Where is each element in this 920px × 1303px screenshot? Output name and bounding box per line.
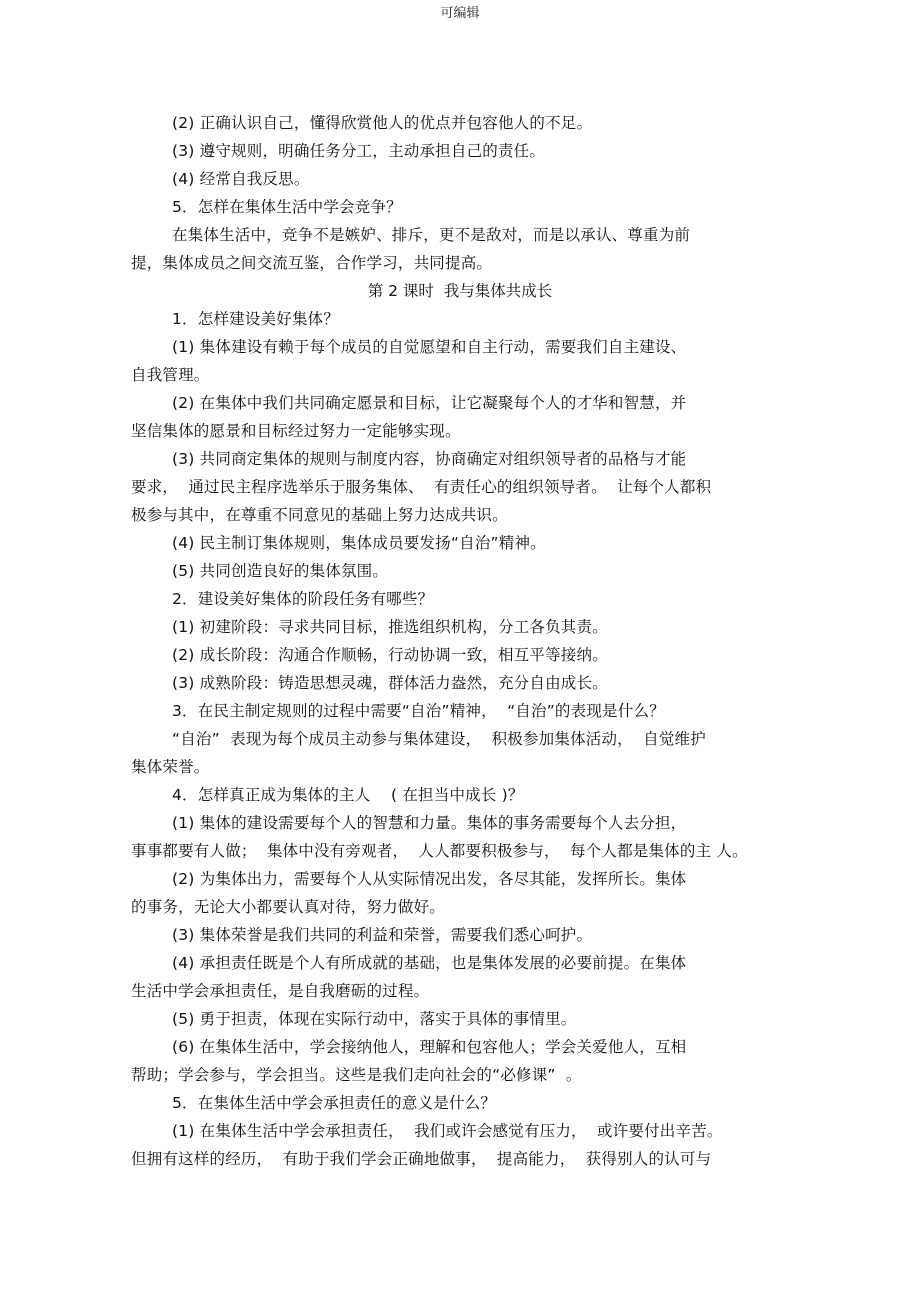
text-line: (3) 遵守规则，明确任务分工，主动承担自己的责任。 (172, 142, 546, 160)
text-line: (2) 正确认识自己，懂得欣赏他人的优点并包容他人的不足。 (172, 114, 593, 132)
text-line: (1) 初建阶段：寻求共同目标，推选组织机构，分工各负其责。 (172, 618, 608, 636)
question-heading: 4．怎样真正成为集体的主人 ( 在担当中成长 )？ (172, 786, 524, 804)
text-line: 坚信集体的愿景和目标经过努力一定能够实现。 (131, 422, 461, 440)
text-line: (4) 民主制订集体规则，集体成员要发扬“自治”精神。 (172, 534, 546, 552)
text-line: (2) 成长阶段：沟通合作顺畅，行动协调一致，相互平等接纳。 (172, 646, 608, 664)
question-heading: 1．怎样建设美好集体？ (172, 310, 340, 328)
text-line: (6) 在集体生活中，学会接纳他人，理解和包容他人；学会关爱他人，互相 (172, 1038, 687, 1056)
text-line: (2) 在集体中我们共同确定愿景和目标，让它凝聚每个人的才华和智慧，并 (172, 394, 687, 412)
text-line: (3) 成熟阶段：铸造思想灵魂，群体活力盎然，充分自由成长。 (172, 674, 608, 692)
text-line: (1) 在集体生活中学会承担责任， 我们或许会感觉有压力， 或许要付出辛苦。 (172, 1122, 723, 1140)
text-line: (2) 为集体出力，需要每个人从实际情况出发，各尽其能，发挥所长。集体 (172, 870, 687, 888)
text-line: (4) 经常自我反思。 (172, 170, 310, 188)
question-heading: 3．在民主制定规则的过程中需要“自治”精神， “自治”的表现是什么？ (172, 702, 665, 720)
text-line: 生活中学会承担责任，是自我磨砺的过程。 (131, 982, 430, 1000)
text-line: (3) 集体荣誉是我们共同的利益和荣誉，需要我们悉心呵护。 (172, 926, 593, 944)
lesson-title: 第 2 课时 我与集体共成长 (367, 282, 553, 300)
text-line: 帮助；学会参与，学会担当。这些是我们走向社会的“必修课” 。 (131, 1066, 582, 1084)
text-line: (3) 共同商定集体的规则与制度内容，协商确定对组织领导者的品格与才能 (172, 450, 687, 468)
text-line: 自我管理。 (131, 366, 210, 384)
text-line: 极参与其中，在尊重不同意见的基础上努力达成共识。 (131, 506, 508, 524)
page-header-label: 可编辑 (440, 6, 480, 21)
text-line: (5) 勇于担责，体现在实际行动中，落实于具体的事情里。 (172, 1010, 577, 1028)
text-line: 但拥有这样的经历， 有助于我们学会正确地做事， 提高能力， 获得别人的认可与 (131, 1150, 712, 1168)
question-heading: 5．在集体生活中学会承担责任的意义是什么？ (172, 1094, 497, 1112)
text-line: (1) 集体的建设需要每个人的智慧和力量。集体的事务需要每个人去分担， (172, 814, 687, 832)
text-line: 在集体生活中，竞争不是嫉妒、排斥，更不是敌对，而是以承认、尊重为前 (172, 226, 691, 244)
question-heading: 5．怎样在集体生活中学会竞争？ (172, 198, 402, 216)
text-line: “自治” 表现为每个成员主动参与集体建设， 积极参加集体活动， 自觉维护 (172, 730, 706, 748)
text-line: 事事都要有人做； 集体中没有旁观者， 人人都要积极参与， 每个人都是集体的主 人。 (131, 842, 748, 860)
text-line: (4) 承担责任既是个人有所成就的基础，也是集体发展的必要前提。在集体 (172, 954, 687, 972)
text-line: (5) 共同创造良好的集体氛围。 (172, 562, 389, 580)
text-line: 要求， 通过民主程序选举乐于服务集体、 有责任心的组织领导者。 让每个人都积 (131, 478, 712, 496)
question-heading: 2．建设美好集体的阶段任务有哪些？ (172, 590, 434, 608)
text-line: 提，集体成员之间交流互鉴，合作学习，共同提高。 (131, 254, 493, 272)
text-line: 的事务，无论大小都要认真对待，努力做好。 (131, 898, 446, 916)
text-line: 集体荣誉。 (131, 758, 210, 776)
text-line: (1) 集体建设有赖于每个成员的自觉愿望和自主行动，需要我们自主建设、 (172, 338, 687, 356)
